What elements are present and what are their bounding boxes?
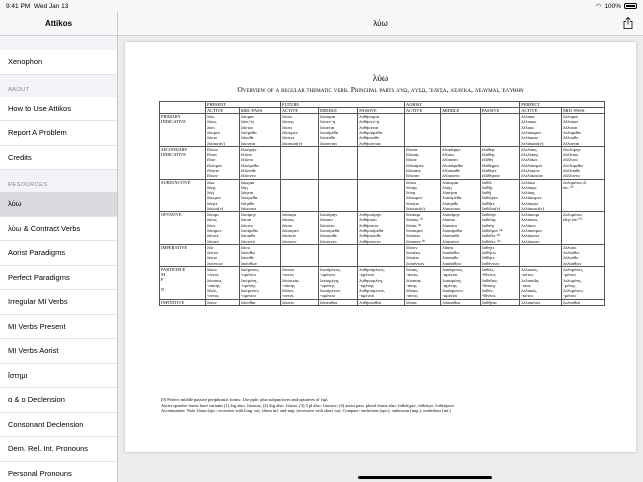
form-cell: λύου λυέσθω λύεσθε λυέσθων	[239, 244, 280, 266]
form-cell: λυόμενος, -ομένου λυομένη, -ομένης λυόμενον, -ομένου	[239, 267, 280, 300]
form-cell: λύσομαι λύσει/-η λύσεται λυσόμεθα λύσεσθε λύσονται	[318, 114, 357, 147]
sidebar-header-about: ABOUT	[8, 86, 30, 93]
form-cell: λύω λύεις λύει λύομεν λύετε λύουσι(ν)	[206, 114, 240, 147]
sidebar-item-luo[interactable]: λύω	[0, 192, 117, 217]
form-cell	[441, 114, 481, 147]
form-cell: λύεσθαι	[239, 299, 280, 305]
form-cell: λύων, -οντος λύουσα, -ούσης λῦον, -οντος	[206, 267, 240, 300]
form-cell: λυθήσεσθαι	[358, 299, 405, 305]
sidebar-item-irregular-mi[interactable]: Irregular MI Verbs	[0, 290, 117, 315]
form-cell: λελυμένος, -μένου λελυμένη, -μένης λελυμένον, -μένου	[562, 267, 605, 300]
form-cell: λυσαίμην λύσαιο λύσαιτο λυσαίμεθα λύσαισθε λύσαιντο	[441, 212, 481, 245]
note-line: (0) Perfect middle passive periphrastic forms: Use pple. plus subjunctives and optatives of εἰμί.	[161, 397, 329, 402]
form-cell: λελύκω λελύκῃς λελύκῃ λελύκωμεν λελύκητε λελύκωσι(ν)	[520, 179, 562, 212]
form-cell: λύσω λύσῃς λύσῃ λύσωμεν λύσητε λύσωσι(ν)	[405, 179, 441, 212]
voice-header: MID.-PASS.	[562, 108, 605, 114]
nav-bar	[118, 12, 643, 36]
sidebar-item-report-problem[interactable]: Report A Problem	[0, 121, 117, 146]
form-cell: λυθῆναι	[480, 299, 519, 305]
form-cell: λύθητι λυθήτω λύθητε λυθέντων	[480, 244, 519, 266]
wifi-icon: ◠	[595, 3, 602, 10]
table-row	[160, 244, 605, 266]
status-date: Wed Jan 13	[33, 2, 69, 10]
table-row	[160, 146, 605, 179]
form-cell: λύσειν	[281, 299, 319, 305]
form-cell: ἔλυον ἔλυες ἔλυε ἐλύομεν ἐλύετε ἔλυον	[206, 146, 240, 179]
voice-header: ACTIVE	[520, 108, 562, 114]
sidebar-item-luo-contract[interactable]: λύω & Contract Verbs	[0, 217, 117, 242]
form-cell: λύωμαι λύῃ λύηται λυώμεθα λύησθε λύωνται	[239, 179, 280, 212]
sidebar-item-mi-aorist[interactable]: MI Verbs Aorist	[0, 339, 117, 364]
form-cell: ἐλυσάμην ἐλύσω ἐλύσατο ἐλυσάμεθα ἐλύσασθε ἐλύσαντο	[441, 146, 481, 179]
sidebar-item-aorist[interactable]: Aorist Paradigms	[0, 241, 117, 266]
form-cell: λελυκώς, -κότος λελυκυῖα, -υίας λελυκός, -κότος	[520, 267, 562, 300]
form-cell: λυσόμενος, -ομένου λυσομένη, -ομένης λυσόμενον, -ομένου	[318, 267, 357, 300]
voice-header: MID.-PASS.	[239, 108, 280, 114]
form-cell	[358, 179, 405, 212]
form-cell: λυσάμενος, -αμένου λυσαμένη, -αμένης λυσάμενον, -αμένου	[441, 267, 481, 300]
table-row	[160, 267, 605, 300]
form-cell: λύσω λύσεις λύσει λύσομεν λύσετε λύσουσι(ν)	[281, 114, 319, 147]
form-cell: λέλυσο λελύσθω λέλυσθε λελύσθων	[562, 244, 605, 266]
form-cell: λύσοιμι λύσοις λύσοι λύσοιμεν λύσοιτε λύσοιεν	[281, 212, 319, 245]
row-label: PRIMARY INDICATIVE	[160, 114, 206, 147]
doc-subtitle: Overview of a regular thematic verb. Principal parts λύω, λύσω, ἔλυσα, λέλυκα, λέλυμαι, ἐλύθην	[237, 85, 524, 94]
table-row	[160, 179, 605, 212]
row-label: OPTATIVE	[160, 212, 206, 245]
form-cell: λελυμένος εἴην etc.⁽⁰⁾	[562, 212, 605, 245]
form-cell: λύσαιμι λύσαις ⁽¹⁾ λύσαι ⁽²⁾ λύσαιμεν λύσαιτε λύσαιεν ⁽³⁾	[405, 212, 441, 245]
tense-header: PERFECT	[520, 102, 605, 108]
form-cell: λέλυμαι λέλυσαι λέλυται λελύμεθα λέλυσθε λέλυνται	[562, 114, 605, 147]
sidebar-item-dem-rel-int[interactable]: Dem. Rel. Int. Pronouns	[0, 437, 117, 462]
table-row	[160, 114, 605, 147]
form-cell: λελύκοιμι λελύκοις λελύκοι λελύκοιμεν λελύκοιτε λελύκοιεν	[520, 212, 562, 245]
form-cell	[358, 146, 405, 179]
form-cell: λυοίμην λύοιο λύοιτο λυοίμεθα λύοισθε λύοιντο	[239, 212, 280, 245]
form-cell	[480, 114, 519, 147]
form-cell: ἐλελύμην ἐλέλυσο ἐλέλυτο ἐλελύμεθα ἐλέλυσθε ἐλέλυντο	[562, 146, 605, 179]
form-cell: λυθείς, -θέντος λυθεῖσα, -θείσης λυθέν, -θέντος	[480, 267, 519, 300]
form-cell	[281, 146, 319, 179]
voice-header: ACTIVE	[281, 108, 319, 114]
form-cell: λῦσον λυσάτω λύσατε λυσάντων	[405, 244, 441, 266]
tense-header: AORIST	[405, 102, 520, 108]
row-label: SUBJUNCTIVE	[160, 179, 206, 212]
tense-header: PRESENT	[206, 102, 281, 108]
corner-cell	[160, 102, 206, 114]
form-cell: ἐλύθην ἐλύθης ἐλύθη ἐλύθημεν ἐλύθητε ἐλύθησαν	[480, 146, 519, 179]
home-indicator[interactable]	[358, 476, 492, 479]
form-cell: λύειν	[206, 299, 240, 305]
form-cell: λυθείην λυθείης λυθείη λυθεῖμεν ⁽⁴⁾ λυθεῖτε ⁽⁴⁾ λυθεῖεν ⁽⁴⁾	[480, 212, 519, 245]
form-cell: ἐλυόμην ἐλύου ἐλύετο ἐλυόμεθα ἐλύεσθε ἐλύοντο	[239, 146, 280, 179]
form-cell: λύσωμαι λύσῃ λύσηται λυσώμεθα λύσησθε λύσωνται	[441, 179, 481, 212]
voice-header: ACTIVE	[405, 108, 441, 114]
sidebar-item-perfect[interactable]: Perfect Paradigms	[0, 266, 117, 291]
sidebar	[0, 12, 118, 482]
sidebar-item-consonant-declension[interactable]: Consonant Declension	[0, 413, 117, 438]
form-cell: λελύσθαι	[562, 299, 605, 305]
note-line: Aorist optative forms have variants (1) 2sg also: λύσειας; (2) 3sg also: λύσειε; (3) 3 pl also: λύσειαν; (4) aorist pass. plural forms also: λυθείημεν, λυθείητε, λυθείησαν.	[161, 402, 455, 408]
form-cell	[405, 114, 441, 147]
form-cell: λῦσαι	[405, 299, 441, 305]
form-cell	[358, 244, 405, 266]
note-line: Accentuation: Note λῦσαι (opt.; recessive with long -αι), λῦσαι inf. and imp. (recessive with short -αι). Compare: παιδεῦσαι (opt.), παίδευσαι (imp.), παιδεῦσαι (inf.)	[161, 408, 451, 414]
form-cell: λῦσαι λυσάσθω λύσασθε λυσάσθων	[441, 244, 481, 266]
form-cell: λελυμένος ὦ etc.⁽⁰⁾	[562, 179, 605, 212]
voice-header: ACTIVE	[206, 108, 240, 114]
voice-header: MIDDLE	[441, 108, 481, 114]
share-icon[interactable]	[623, 17, 633, 29]
form-cell	[318, 146, 357, 179]
tense-header: FUTURE	[281, 102, 405, 108]
sidebar-item-a-o-declension[interactable]: α & ο Declension	[0, 388, 117, 413]
row-label: PARTICIPLE M F N	[160, 267, 206, 300]
voice-header: MIDDLE	[318, 108, 357, 114]
sidebar-item-mi-present[interactable]: MI Verbs Present	[0, 315, 117, 340]
form-cell: λυθησοίμην λυθήσοιο λυθήσοιτο λυθησοίμεθα λυθήσοισθε λυθήσοιντο	[358, 212, 405, 245]
form-cell: λῦε λυέτω λύετε λυόντων	[206, 244, 240, 266]
battery-percent: 100%	[604, 2, 621, 10]
doc-notes	[161, 397, 611, 414]
form-cell	[520, 244, 562, 266]
document-page[interactable]	[125, 42, 636, 452]
sidebar-header-resources: RESOURCES	[8, 182, 48, 188]
status-time: 9:41 PM	[6, 2, 31, 10]
form-cell: λύσεσθαι	[318, 299, 357, 305]
form-cell: λύσων, -οντος λύσουσα, -ούσης λῦσον, -οντος	[281, 267, 319, 300]
table-row	[160, 299, 605, 305]
form-cell: λύομαι λύει/-η λύεται λυόμεθα λύεσθε λύονται	[239, 114, 280, 147]
row-label: IMPERATIVE	[160, 244, 206, 266]
sidebar-item-how-to-use[interactable]: How to Use Attikos	[0, 97, 117, 122]
form-cell: λύω λύῃς λύῃ λύωμεν λύητε λύωσι(ν)	[206, 179, 240, 212]
form-cell: ἐλελύκη ἐλελύκης ἐλελύκει ἐλελύκεμεν ἐλελύκετε ἐλελύκεσαν	[520, 146, 562, 179]
sidebar-title: Attikos	[0, 12, 117, 36]
page-title: λύω	[373, 19, 388, 28]
form-cell: λελυκέναι	[520, 299, 562, 305]
row-label: SECONDARY INDICATIVE	[160, 146, 206, 179]
doc-heading: λύω	[372, 74, 389, 84]
sidebar-item-credits[interactable]: Credits	[0, 146, 117, 171]
form-cell: λύοιμι λύοις λύοι λύοιμεν λύοιτε λύοιεν	[206, 212, 240, 245]
form-cell: λυθησόμενος, -ομένου λυθησομένη, -ομένης λυθησόμενον, -ομένου	[358, 267, 405, 300]
paradigm-table	[159, 101, 605, 306]
main-pane	[118, 12, 643, 482]
sidebar-item-xenophon[interactable]: Xenophon	[0, 50, 117, 75]
form-cell	[318, 179, 357, 212]
form-cell: λυσοίμην λύσοιο λύσοιτο λυσοίμεθα λύσοισθε λύσοιντο	[318, 212, 357, 245]
row-label: INFINITIVE	[160, 299, 206, 305]
battery-icon	[624, 3, 637, 9]
voice-header: PASSIVE	[358, 108, 405, 114]
form-cell	[281, 179, 319, 212]
status-bar	[0, 0, 643, 12]
voice-header: PASSIVE	[480, 108, 519, 114]
form-cell: λυθήσομαι λυθήσει/-η λυθήσεται λυθησόμεθα λυθήσεσθε λυθήσονται	[358, 114, 405, 147]
table-row	[160, 212, 605, 245]
form-cell: λυθῶ λυθῇς λυθῇ λυθῶμεν λυθῆτε λυθῶσι(ν)	[480, 179, 519, 212]
form-cell	[318, 244, 357, 266]
form-cell: λέλυκα λέλυκας λέλυκε λελύκαμεν λελύκατε λελύκασι(ν)	[520, 114, 562, 147]
form-cell: ἔλυσα ἔλυσας ἔλυσε ἐλύσαμεν ἐλύσατε ἔλυσαν	[405, 146, 441, 179]
sidebar-item-personal-pronouns[interactable]: Personal Pronouns	[0, 462, 117, 482]
sidebar-item-histemi[interactable]: ἵστημι	[0, 364, 117, 389]
form-cell: λύσασθαι	[441, 299, 481, 305]
form-cell: λύσας, -αντος λύσασα, -άσης λῦσαν, -αντος	[405, 267, 441, 300]
form-cell	[281, 244, 319, 266]
